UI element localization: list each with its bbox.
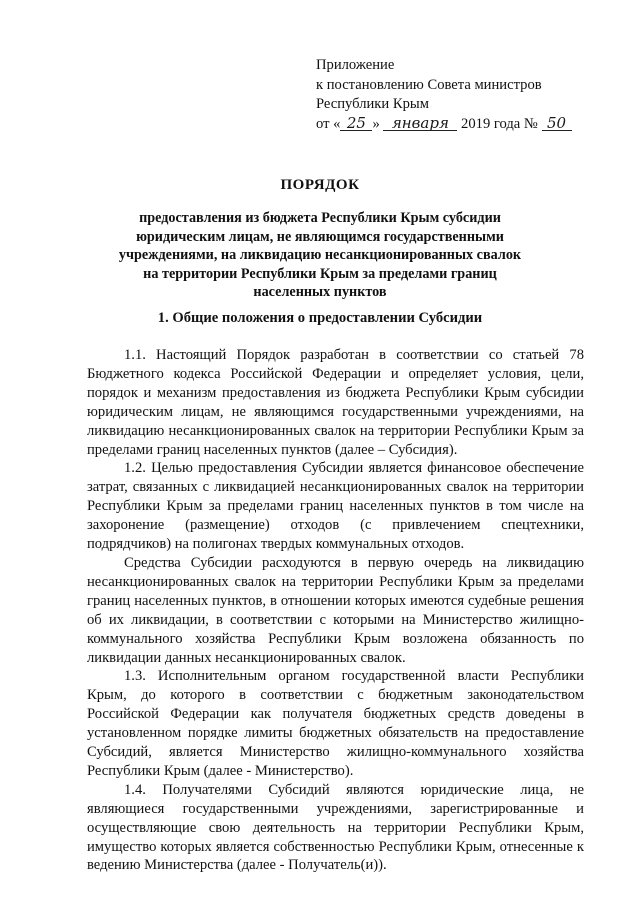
body-text [87,346,584,875]
document-title: ПОРЯДОК [280,177,360,193]
handwritten-number: 50 [542,116,572,131]
handwritten-day: 25 [340,116,372,131]
annex-republic-line: Республики Крым [316,96,429,112]
year-number-label: 2019 года № [461,115,538,132]
date-prefix: от « [316,115,341,132]
paragraph-1-1: 1.1. Настоящий Порядок разработан в соответствии со статьей 78 Бюджетного кодекса Российской Федерации и определяет условия, цели, порядок и механизм предоставления из бюджета Республики Крым субсидии юридическим лицам, не являющимся государственными учреждениями, на ликвидацию несанкционированных свалок на территории Республики Крым за пределами границ населенных пунктов (далее – Субсидия). [87,347,584,458]
paragraph-1-3: 1.3. Исполнительным органом государственной власти Республики Крым, до которого в соответствии с бюджетным законодательством Российской Федерации как получателя бюджетных средств доведены в установленном порядке лимиты бюджетных обязательств на предоставление Субсидий, является Министерство жилищно-коммунального хозяйства Республики Крым (далее - Министерство). [87,668,584,779]
annex-block [316,56,572,134]
section-heading: 1. Общие положения о предоставлении Субсидии [157,310,483,326]
date-mid: » [372,115,380,132]
handwritten-month: января [383,116,457,131]
annex-date-line [316,115,572,135]
paragraph-1-4: 1.4. Получателями Субсидий являются юридические лица, не являющиеся государственными учреждениями, зарегистрированные и осуществляющие свою деятельность на территории Республики Крым, имущество которых является собственностью Республики Крым, отнесенные к ведению Министерства (далее - Получатель(и)). [87,781,584,874]
paragraph-1-2-cont: Средства Субсидии расходуются в первую очередь на ликвидацию несанкционированных свалок на территории Республики Крым за пределами границ населенных пунктов, в отношении которых имеются судебные решения об их ликвидации, в соответствии с которыми на Министерство жилищно-коммунального хозяйства Республики Крым возложена обязанность по ликвидации данных несанкционированных свалок. [87,554,584,666]
annex-label: Приложение [316,57,395,73]
annex-resolution-line: к постановлению Совета министров [316,76,542,93]
paragraph-1-2: 1.2. Целью предоставления Субсидии является финансовое обеспечение затрат, связанных с ликвидацией несанкционированных свалок на территории Республики Крым за пределами границ населенных пунктов в том числе на захоронение (размещение) отходов (с привлечением спецтехники, подрядчиков) на полигонах твердых коммунальных отходов. [87,460,584,553]
document-subtitle: предоставления из бюджета Республики Крым субсидии юридическим лицам, не являющимся государственными учреждениями, на ликвидацию несанкционированных свалок на территории Республики Крым за пределами границ населенных пунктов [118,210,522,300]
